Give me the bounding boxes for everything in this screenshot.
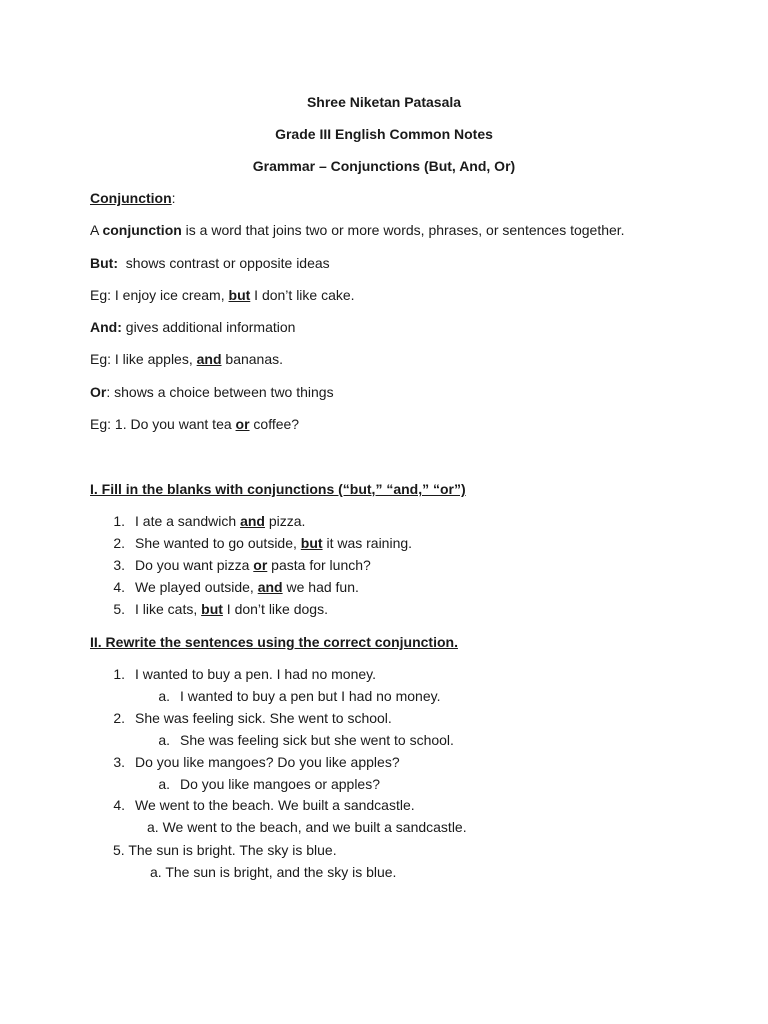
answer-text: a. We went to the beach, and we built a sandcastle. [147,819,467,835]
answer-text: I wanted to buy a pen but I had no money. [180,688,441,704]
item-number: 4. [113,797,125,813]
but-label: But: [90,255,118,271]
answer-text: a. The sun is bright, and the sky is blue. [150,864,397,880]
item-post: we had fun. [282,579,359,595]
topic-title: Grammar – Conjunctions (But, And, Or) [252,158,516,174]
section1-title: I. Fill in the blanks with conjunctions (“but,” “and,” “or”) [90,481,466,497]
school-name: Shree Niketan Patasala [306,94,462,110]
item-number: 3. [113,754,125,770]
item-answer: and [257,579,283,595]
item-answer: but [300,535,323,551]
item-number: 1. [113,666,125,682]
definition-lead: A [90,222,103,238]
or-example-post: coffee? [249,416,300,432]
item-pre: I ate a sandwich [135,513,241,529]
question-text: I wanted to buy a pen. I had no money. [135,666,377,682]
item-pre: Do you want pizza [135,557,254,573]
answer-text: Do you like mangoes or apples? [180,776,381,792]
item-number: 2. [113,535,125,551]
question-text: Do you like mangoes? Do you like apples? [135,754,400,770]
and-example-pre: Eg: I like apples, [90,351,197,367]
question-text: We went to the beach. We built a sandcastle. [135,797,415,813]
item-number: 1. [113,513,125,529]
item-text [135,601,328,617]
section2-title: II. Rewrite the sentences using the correct conjunction. [90,634,458,650]
and-description: gives additional information [121,319,296,335]
or-example [90,416,299,432]
but-example-word: but [228,287,251,303]
item-answer: or [253,557,268,573]
item-pre: We played outside, [135,579,258,595]
or-label: Or [90,384,107,400]
or-example-word: or [235,416,250,432]
item-text [135,557,371,573]
and-example [90,351,283,367]
item-number: 4. [113,579,125,595]
answer-letter: a. [158,732,170,748]
item-text [135,513,305,529]
definition-heading-line [90,190,176,206]
answer-letter: a. [158,776,170,792]
answer-text: She was feeling sick but she went to school. [180,732,454,748]
course-title: Grade III English Common Notes [275,126,493,142]
item-post: pasta for lunch? [267,557,371,573]
or-description: : shows a choice between two things [106,384,334,400]
item-text [135,579,359,595]
but-rule [90,255,330,271]
but-example-post: I don’t like cake. [250,287,355,303]
definition-text [90,222,625,238]
item-pre: She wanted to go outside, [135,535,301,551]
item-answer: and [240,513,265,529]
item-pre: I like cats, [135,601,202,617]
and-rule [90,319,295,335]
question-text: She was feeling sick. She went to school. [135,710,392,726]
item-number: 3. [113,557,125,573]
definition-heading-colon: : [171,190,176,206]
question-text: 5. The sun is bright. The sky is blue. [113,842,337,858]
item-number: 5. [113,601,125,617]
or-rule [90,384,334,400]
item-post: pizza. [264,513,306,529]
and-example-post: bananas. [221,351,284,367]
but-example-pre: Eg: I enjoy ice cream, [90,287,229,303]
but-description: shows contrast or opposite ideas [118,255,330,271]
but-example [90,287,355,303]
item-number: 2. [113,710,125,726]
item-post: it was raining. [322,535,413,551]
and-example-word: and [196,351,222,367]
or-example-pre: Eg: 1. Do you want tea [90,416,236,432]
item-answer: but [201,601,223,617]
definition-rest: is a word that joins two or more words, phrases, or sentences together. [181,222,625,238]
definition-heading: Conjunction [90,190,172,206]
definition-term: conjunction [102,222,182,238]
answer-letter: a. [158,688,170,704]
and-label: And: [90,319,122,335]
item-text [135,535,412,551]
item-post: I don’t like dogs. [222,601,328,617]
